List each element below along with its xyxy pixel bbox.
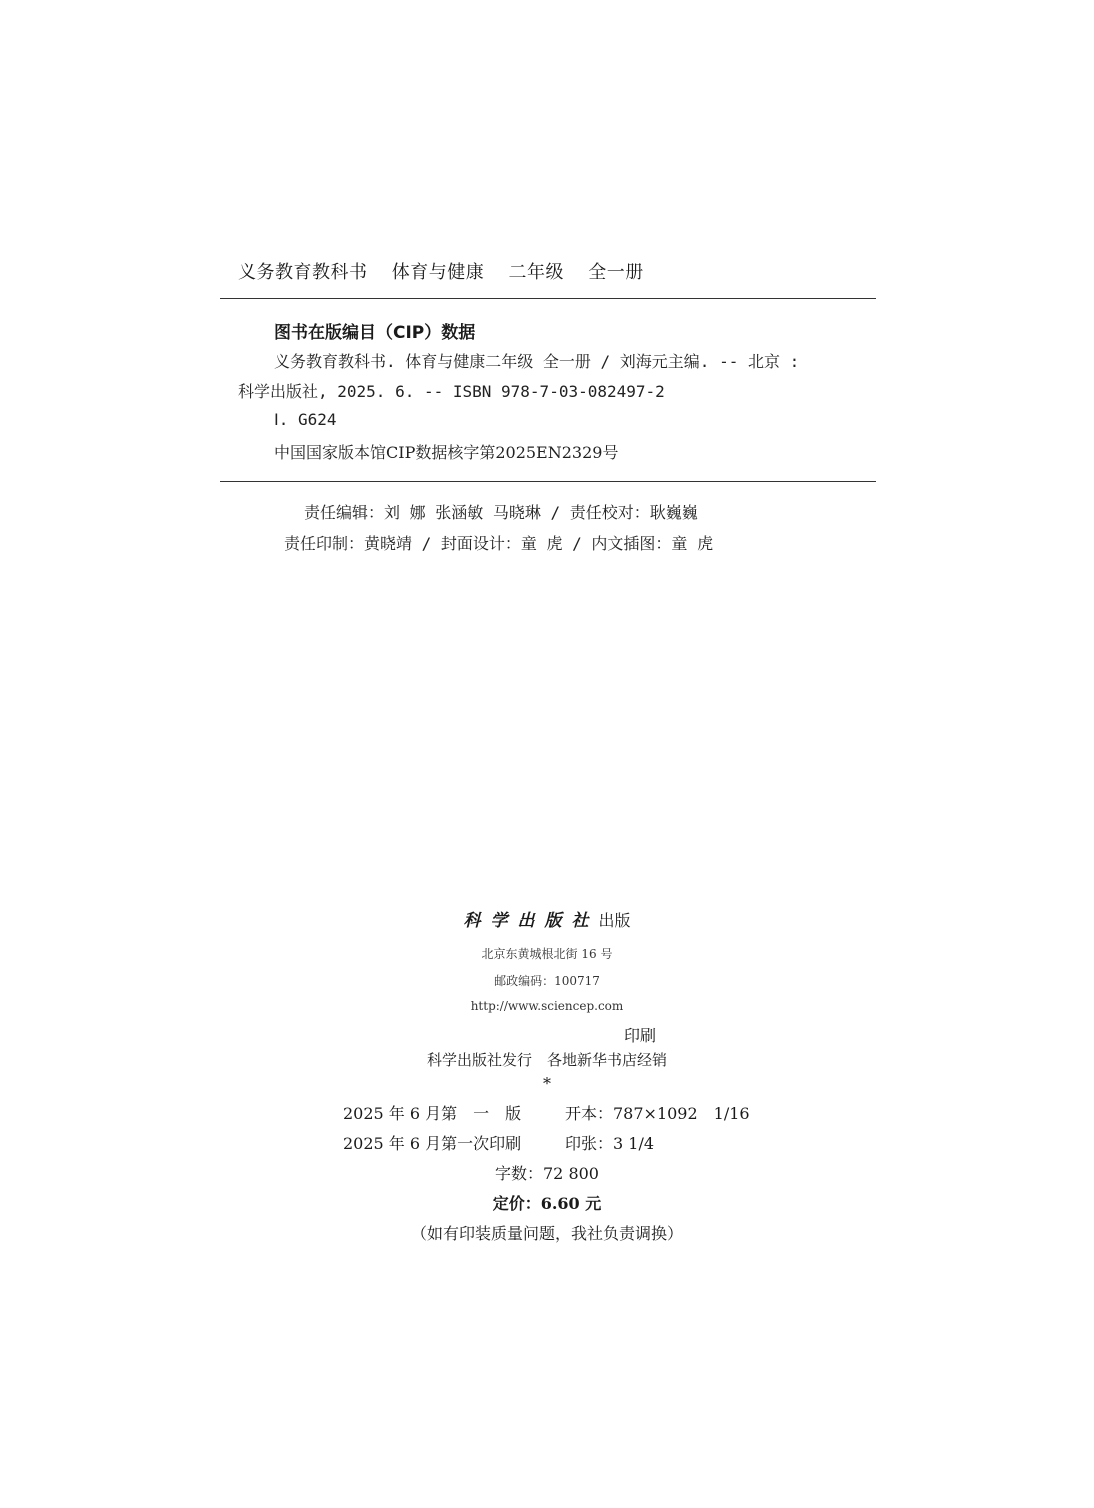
bottom-divider [220,481,876,482]
publisher-address: 北京东黄城根北街 16 号 [481,947,613,961]
top-divider [220,298,876,299]
cip-line-2: 科学出版社, 2025. 6. -- ISBN 978-7-03-082497-2 [238,382,665,401]
series-volume: 全一册 [588,262,644,283]
publisher-postcode: 邮政编码：100717 [494,974,600,988]
sheet-count: 印张：3 1/4 [565,1134,655,1153]
price: 定价：6.60 元 [492,1194,602,1213]
publisher-url: http://www.sciencep.com [470,999,624,1013]
first-printing: 2025 年 6 月第一次印刷 [343,1134,522,1153]
word-count: 字数：72 800 [495,1164,599,1183]
quality-notice: （如有印装质量问题，我社负责调换） [410,1224,683,1243]
series-subject: 体育与健康 [391,262,485,283]
publisher-name: 科学出版社 [463,911,599,931]
format-size: 开本：787×1092 1/16 [565,1104,750,1123]
cip-line-4: 中国国家版本馆CIP数据核字第2025EN2329号 [274,443,619,462]
publisher-suffix: 出版 [598,911,631,930]
printer-label: 印刷 [624,1026,657,1045]
cip-line-3: Ⅰ. G624 [274,410,337,429]
credits-line-1: 责任编辑：刘 娜 张涵敏 马晓琳 / 责任校对：耿巍巍 [304,503,698,522]
cip-line-1: 义务教育教科书. 体育与健康二年级 全一册 / 刘海元主编. -- 北京 : [274,352,800,371]
series-title [238,258,662,284]
series-grade: 二年级 [508,262,564,283]
publisher-line [0,906,1094,931]
series-book: 义务教育教科书 [238,262,368,283]
separator-star: * [543,1074,551,1093]
distribution-line: 科学出版社发行 各地新华书店经销 [426,1051,667,1069]
first-edition: 2025 年 6 月第 一 版 [343,1104,522,1123]
cip-heading: 图书在版编目（CIP）数据 [274,323,476,343]
credits-line-2: 责任印制：黄晓靖 / 封面设计：童 虎 / 内文插图：童 虎 [284,534,714,553]
